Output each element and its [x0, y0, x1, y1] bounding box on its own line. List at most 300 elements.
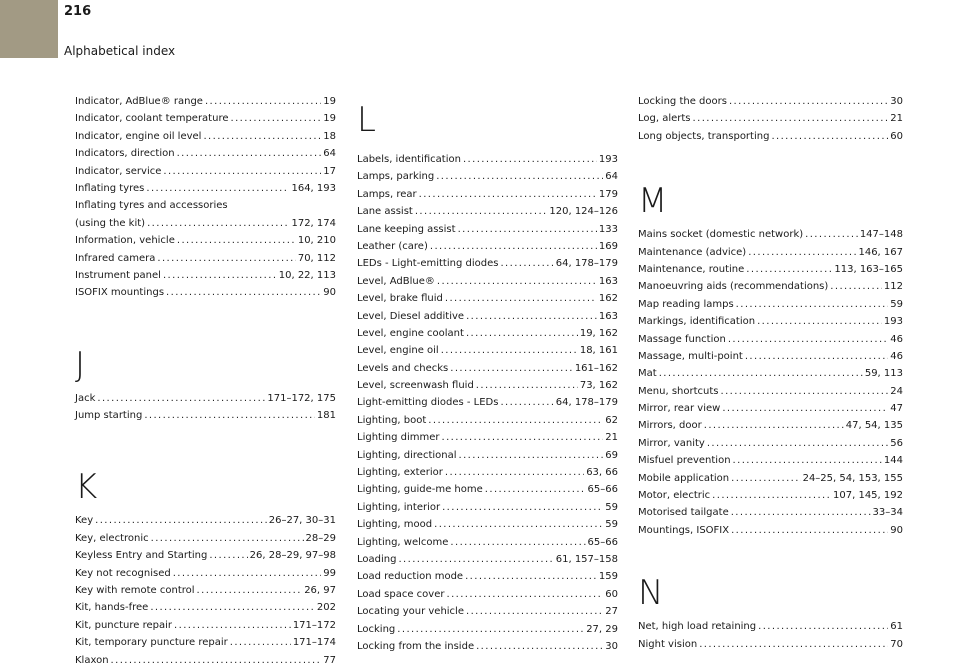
index-entry-term: Indicator, AdBlue® range	[75, 96, 203, 107]
leader-dots	[476, 638, 603, 655]
leader-dots	[458, 221, 597, 238]
index-entry	[75, 110, 336, 127]
leader-dots	[450, 360, 573, 377]
chapter-tab	[0, 0, 58, 58]
index-column-3	[638, 93, 903, 653]
index-entry-term: Level, engine coolant	[357, 327, 464, 339]
index-entry-term: Kit, puncture repair	[75, 619, 173, 631]
leader-dots	[805, 226, 858, 243]
index-entry-term: Indicator, coolant temperature	[75, 113, 229, 125]
index-entry-pages: 107, 145, 192	[833, 490, 903, 502]
leader-dots	[704, 417, 844, 434]
index-group-m	[638, 226, 903, 539]
index-entry-term: Net, high load retaining	[638, 621, 757, 633]
index-entry-term: Loading	[357, 553, 397, 565]
index-group-n	[638, 618, 903, 653]
index-entry	[638, 400, 903, 417]
index-entry-pages: 62	[605, 414, 618, 426]
index-entry-term: Mat	[638, 368, 657, 380]
index-entry-term: Leather (care)	[357, 240, 428, 252]
leader-dots	[428, 412, 603, 429]
index-entry-term: Massage, multi-point	[638, 350, 743, 362]
index-entry	[638, 313, 903, 330]
leader-dots	[699, 636, 888, 653]
index-entry	[75, 652, 336, 669]
index-entry-pages: 24	[890, 385, 903, 397]
index-entry-term: Key not recognised	[75, 567, 171, 579]
index-entry	[638, 522, 903, 539]
index-entry-pages: 10, 210	[297, 235, 336, 247]
index-entry-pages: 47	[890, 403, 903, 415]
leader-dots	[230, 110, 321, 127]
index-entry-pages: 65–66	[587, 484, 618, 496]
index-entry-term: Key, electronic	[75, 532, 149, 544]
index-entry-term: Jump starting	[75, 410, 143, 422]
index-entry	[357, 255, 618, 272]
index-entry-term: LEDs - Light-emitting diodes	[357, 258, 499, 270]
leader-dots	[95, 512, 267, 529]
index-entry-pages: 70, 112	[297, 252, 336, 264]
index-entry-pages: 120, 124–126	[549, 206, 618, 218]
index-group-l	[357, 151, 618, 655]
index-entry-pages: 99	[323, 567, 336, 579]
leader-dots	[144, 407, 315, 424]
leader-dots	[500, 255, 553, 272]
index-entry-pages: 164, 193	[291, 182, 336, 194]
index-entry-term: Lamps, parking	[357, 171, 435, 183]
index-entry-pages: 47, 54, 135	[845, 420, 903, 432]
index-entry-pages: 21	[890, 113, 903, 125]
leader-dots	[205, 93, 321, 110]
index-group-k	[75, 512, 336, 669]
leader-dots	[465, 568, 597, 585]
index-entry	[638, 487, 903, 504]
index-entry-pages: 70	[890, 638, 903, 650]
index-entry	[357, 151, 618, 168]
index-entry	[75, 128, 336, 145]
index-entry	[75, 634, 336, 651]
index-group-j	[75, 390, 336, 425]
index-entry-term: Long objects, transporting	[638, 130, 770, 142]
index-entry	[357, 168, 618, 185]
leader-dots	[151, 530, 304, 547]
index-entry	[357, 464, 618, 481]
leader-dots	[722, 400, 888, 417]
index-entry-pages: 63, 66	[586, 467, 618, 479]
index-entry	[75, 267, 336, 284]
leader-dots	[459, 447, 604, 464]
leader-dots	[463, 151, 597, 168]
leader-dots	[203, 128, 321, 145]
index-entry-term: Information, vehicle	[75, 235, 175, 247]
leader-dots	[466, 603, 603, 620]
index-entry-pages: 64	[605, 171, 618, 183]
leader-dots	[712, 487, 831, 504]
leader-dots	[197, 582, 303, 599]
index-entry-term: Lighting, boot	[357, 414, 427, 426]
index-entry	[75, 180, 336, 197]
index-entry-pages: 28–29	[305, 532, 336, 544]
index-entry	[638, 244, 903, 261]
leader-dots	[830, 278, 882, 295]
index-entry-pages: 77	[323, 654, 336, 666]
index-entry-pages: 163	[598, 310, 618, 322]
leader-dots	[437, 273, 597, 290]
leader-dots	[430, 238, 597, 255]
leader-dots	[397, 621, 584, 638]
index-entry	[75, 512, 336, 529]
index-entry-term: Indicator, engine oil level	[75, 130, 202, 142]
index-entry	[638, 278, 903, 295]
index-entry-pages: 202	[316, 602, 336, 614]
index-letter-k: K	[75, 467, 98, 508]
leader-dots	[476, 377, 578, 394]
leader-dots	[177, 145, 322, 162]
index-entry-term: Markings, identification	[638, 316, 756, 328]
index-entry	[638, 504, 903, 521]
index-letter-j: J	[75, 344, 86, 385]
leader-dots	[445, 464, 584, 481]
index-entry-term: Levels and checks	[357, 362, 449, 374]
index-entry	[357, 377, 618, 394]
index-entry-term: Map reading lamps	[638, 298, 734, 310]
leader-dots	[466, 325, 578, 342]
index-entry	[75, 197, 336, 232]
index-entry	[75, 547, 336, 564]
leader-dots	[419, 186, 597, 203]
index-entry-pages: 64	[323, 148, 336, 160]
index-entry-pages: 73, 162	[579, 380, 618, 392]
leader-dots	[731, 522, 888, 539]
index-entry	[357, 203, 618, 220]
index-column-1	[75, 93, 336, 669]
index-column-2	[357, 100, 618, 655]
index-entry-term: Key with remote control	[75, 585, 195, 597]
leader-dots	[450, 534, 585, 551]
index-entry-pages: 172, 174	[291, 217, 336, 229]
index-entry-pages: 46	[890, 333, 903, 345]
index-entry-term: Mirror, rear view	[638, 403, 721, 415]
index-entry	[357, 638, 618, 655]
index-entry-pages: 171–174	[292, 637, 336, 649]
index-entry-pages: 59, 113	[864, 368, 903, 380]
index-group-l-continued	[638, 93, 903, 145]
leader-dots	[758, 618, 888, 635]
index-entry-pages: 163	[598, 275, 618, 287]
index-entry-pages: 193	[883, 316, 903, 328]
index-entry	[357, 412, 618, 429]
index-entry	[357, 568, 618, 585]
index-entry	[75, 145, 336, 162]
leader-dots	[745, 348, 888, 365]
index-entry-term: Jack	[75, 392, 96, 404]
index-entry-pages: 56	[890, 437, 903, 449]
index-entry-term: Level, AdBlue®	[357, 275, 435, 287]
index-entry-pages: 60	[890, 130, 903, 142]
index-entry-term: Menu, shortcuts	[638, 385, 719, 397]
index-entry-pages: 64, 178–179	[555, 258, 618, 270]
index-entry	[357, 534, 618, 551]
index-entry	[357, 429, 618, 446]
index-entry-pages: 162	[598, 293, 618, 305]
index-entry-pages: 17	[323, 165, 336, 177]
index-entry-term: Lane assist	[357, 206, 413, 218]
index-group-i	[75, 93, 336, 302]
index-entry-term-continued: (using the kit)	[75, 217, 146, 229]
index-entry-term: Key	[75, 515, 94, 527]
index-entry	[75, 250, 336, 267]
leader-dots	[731, 504, 871, 521]
leader-dots	[146, 180, 289, 197]
index-entry	[75, 599, 336, 616]
index-entry	[357, 308, 618, 325]
index-entry-pages: 30	[890, 96, 903, 107]
index-entry-pages: 112	[883, 281, 903, 293]
index-entry-term: Mirrors, door	[638, 420, 702, 432]
index-entry	[357, 325, 618, 342]
index-entry-term: Kit, hands-free	[75, 602, 149, 614]
index-entry	[638, 618, 903, 635]
index-entry-term: Maintenance, routine	[638, 263, 745, 275]
leader-dots	[728, 331, 888, 348]
index-entry-term: Instrument panel	[75, 269, 161, 281]
leader-dots	[209, 547, 247, 564]
index-entry	[75, 163, 336, 180]
index-entry-term: Level, brake fluid	[357, 293, 443, 305]
leader-dots	[659, 365, 863, 382]
leader-dots	[441, 429, 603, 446]
index-entry-term: Motor, electric	[638, 490, 711, 502]
index-entry-pages: 161–162	[574, 362, 618, 374]
index-entry-term: Mobile application	[638, 472, 730, 484]
index-entry	[638, 435, 903, 452]
index-entry-term: Indicator, service	[75, 165, 162, 177]
index-entry-term: Infrared camera	[75, 252, 156, 264]
index-entry-term: Lighting, exterior	[357, 467, 443, 479]
index-entry	[357, 186, 618, 203]
index-entry-term: Kit, temporary puncture repair	[75, 637, 228, 649]
leader-dots	[446, 586, 603, 603]
leader-dots	[441, 342, 578, 359]
index-entry-pages: 61, 157–158	[555, 553, 618, 565]
index-entry	[357, 603, 618, 620]
index-entry	[75, 284, 336, 301]
index-entry-pages: 171–172	[292, 619, 336, 631]
index-entry	[357, 238, 618, 255]
leader-dots	[731, 470, 800, 487]
index-entry-term: ISOFIX mountings	[75, 287, 165, 299]
index-entry-pages: 10, 22, 113	[278, 269, 336, 281]
index-entry-pages: 171–172, 175	[267, 392, 336, 404]
index-entry-term: Lighting dimmer	[357, 432, 440, 444]
index-entry-term: Keyless Entry and Starting	[75, 550, 208, 562]
index-entry	[75, 565, 336, 582]
leader-dots	[442, 499, 603, 516]
index-entry-term: Lighting, interior	[357, 501, 441, 513]
leader-dots	[746, 261, 832, 278]
index-entry	[638, 452, 903, 469]
leader-dots	[707, 435, 888, 452]
leader-dots	[398, 551, 553, 568]
index-entry-term: Light-emitting diodes - LEDs	[357, 397, 499, 409]
leader-dots	[434, 516, 603, 533]
index-entry-pages: 21	[605, 432, 618, 444]
index-entry-term: Lighting, welcome	[357, 536, 449, 548]
index-entry-pages: 169	[598, 240, 618, 252]
index-entry-term: Locating your vehicle	[357, 606, 464, 618]
leader-dots	[147, 215, 289, 232]
leader-dots	[230, 634, 291, 651]
index-entry-pages: 24–25, 54, 153, 155	[802, 472, 903, 484]
index-entry	[75, 93, 336, 110]
index-entry-term: Indicators, direction	[75, 148, 175, 160]
index-letter-n: N	[638, 573, 664, 614]
index-entry	[75, 232, 336, 249]
leader-dots	[733, 452, 882, 469]
index-entry	[638, 331, 903, 348]
index-entry	[357, 290, 618, 307]
index-entry-term: Motorised tailgate	[638, 507, 729, 519]
index-entry	[638, 365, 903, 382]
index-entry-pages: 61	[890, 621, 903, 633]
index-entry-pages: 18, 161	[579, 345, 618, 357]
index-entry-term: Locking from the inside	[357, 640, 475, 652]
index-entry-pages: 59	[605, 501, 618, 513]
index-entry-pages: 19	[323, 113, 336, 125]
index-entry-pages: 65–66	[587, 536, 618, 548]
index-entry-term: Locking	[357, 623, 396, 635]
leader-dots	[720, 383, 888, 400]
index-entry	[357, 621, 618, 638]
index-letter-l: L	[357, 100, 376, 140]
index-entry-pages: 147–148	[859, 229, 903, 241]
leader-dots	[748, 244, 856, 261]
index-entry-pages: 33–34	[872, 507, 903, 519]
index-entry-pages: 59	[605, 519, 618, 531]
index-entry	[357, 221, 618, 238]
index-entry-term: Maintenance (advice)	[638, 246, 747, 258]
index-entry-pages: 26–27, 30–31	[268, 515, 336, 527]
index-entry-pages: 90	[323, 287, 336, 299]
leader-dots	[485, 481, 586, 498]
index-entry-term: Level, engine oil	[357, 345, 439, 357]
index-entry	[638, 348, 903, 365]
leader-dots	[163, 163, 321, 180]
leader-dots	[736, 296, 889, 313]
page-number: 216	[64, 4, 92, 19]
index-entry-term: Mirror, vanity	[638, 437, 705, 449]
index-entry-term: Manoeuvring aids (recommendations)	[638, 281, 829, 293]
index-entry	[638, 128, 903, 145]
index-entry-pages: 59	[890, 298, 903, 310]
leader-dots	[111, 652, 322, 669]
index-entry-pages: 144	[883, 455, 903, 467]
index-entry-pages: 90	[890, 524, 903, 536]
index-entry-pages: 193	[598, 154, 618, 165]
leader-dots	[729, 93, 888, 110]
index-entry	[75, 582, 336, 599]
index-entry-term: Inflating tyres	[75, 182, 145, 194]
index-entry	[357, 516, 618, 533]
index-entry-pages: 46	[890, 350, 903, 362]
index-entry	[75, 390, 336, 407]
index-entry	[357, 586, 618, 603]
index-entry-term: Load space cover	[357, 588, 445, 600]
index-entry-pages: 69	[605, 449, 618, 461]
index-entry	[638, 226, 903, 243]
index-letter-m: M	[638, 181, 668, 222]
index-entry-pages: 18	[323, 130, 336, 142]
index-entry	[357, 342, 618, 359]
leader-dots	[163, 267, 277, 284]
leader-dots	[466, 308, 597, 325]
index-entry-pages: 133	[598, 223, 618, 235]
index-entry-pages: 26, 97	[304, 585, 336, 597]
index-entry-pages: 64, 178–179	[555, 397, 618, 409]
index-entry	[638, 93, 903, 110]
index-entry-term: Load reduction mode	[357, 571, 464, 583]
leader-dots	[445, 290, 597, 307]
index-entry	[357, 394, 618, 411]
leader-dots	[415, 203, 548, 220]
leader-dots	[150, 599, 315, 616]
index-entry	[357, 447, 618, 464]
index-entry-pages: 60	[605, 588, 618, 600]
index-entry	[638, 110, 903, 127]
index-entry-pages: 146, 167	[858, 246, 903, 258]
leader-dots	[771, 128, 888, 145]
index-entry	[75, 530, 336, 547]
index-entry-pages: 181	[316, 410, 336, 422]
index-entry-term: Lighting, guide-me home	[357, 484, 483, 496]
index-entry	[638, 296, 903, 313]
index-entry	[357, 499, 618, 516]
index-entry-term: Log, alerts	[638, 113, 691, 125]
index-entry	[638, 470, 903, 487]
index-entry-pages: 27, 29	[586, 623, 618, 635]
index-entry-term: Lamps, rear	[357, 188, 417, 200]
index-entry	[638, 417, 903, 434]
index-entry	[357, 360, 618, 377]
index-entry	[638, 636, 903, 653]
index-entry-term: Lane keeping assist	[357, 223, 456, 235]
index-entry	[638, 383, 903, 400]
index-entry-term: Misfuel prevention	[638, 455, 731, 467]
leader-dots	[757, 313, 882, 330]
index-entry-pages: 179	[598, 188, 618, 200]
index-entry-pages: 113, 163–165	[834, 263, 903, 275]
index-entry-term: Lighting, mood	[357, 519, 433, 531]
index-entry-term: Inflating tyres and accessories	[75, 200, 228, 212]
leader-dots	[166, 284, 321, 301]
index-entry-term: Mountings, ISOFIX	[638, 524, 730, 536]
index-entry-term: Labels, identification	[357, 154, 461, 165]
leader-dots	[436, 168, 603, 185]
section-title: Alphabetical index	[64, 44, 176, 58]
leader-dots	[500, 394, 553, 411]
index-entry	[75, 617, 336, 634]
leader-dots	[173, 565, 322, 582]
index-entry-term: Mains socket (domestic network)	[638, 229, 804, 241]
index-entry-pages: 19	[323, 96, 336, 107]
index-entry	[357, 551, 618, 568]
leader-dots	[174, 617, 291, 634]
leader-dots	[97, 390, 265, 407]
index-entry	[638, 261, 903, 278]
index-entry-pages: 159	[598, 571, 618, 583]
index-entry	[357, 481, 618, 498]
index-entry	[75, 407, 336, 424]
